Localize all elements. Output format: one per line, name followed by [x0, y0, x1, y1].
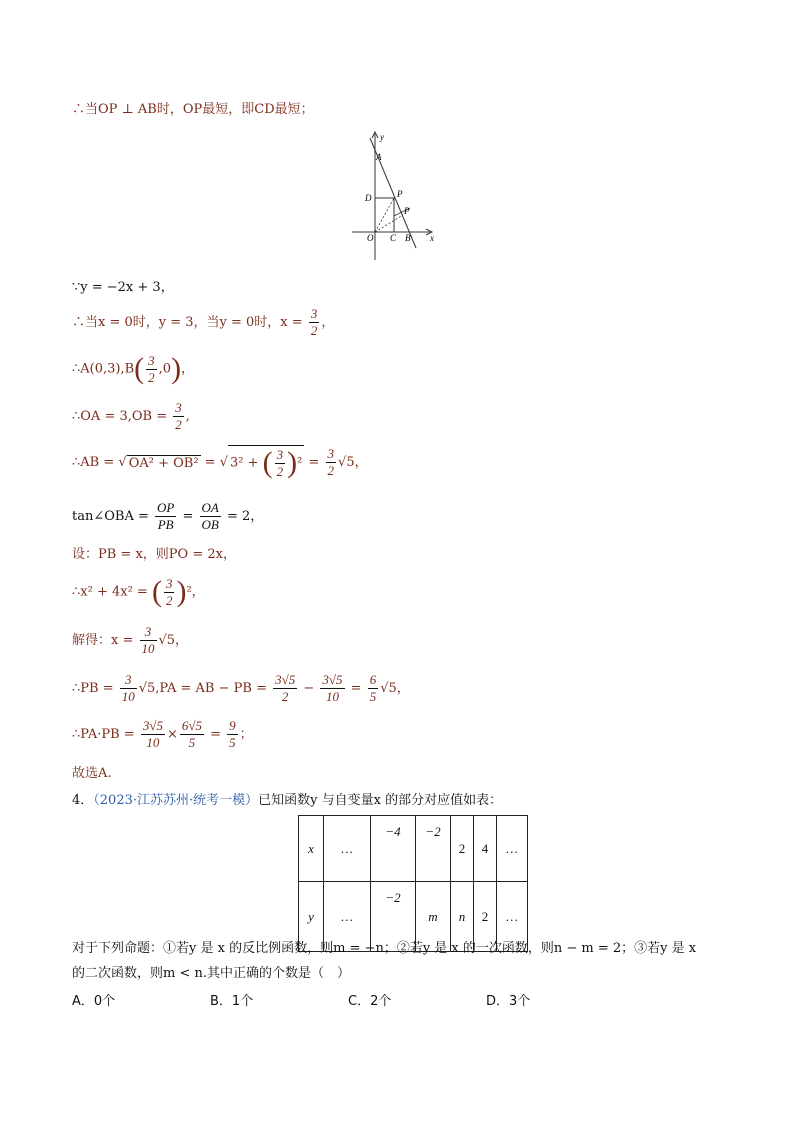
fraction: $\frac{OP}{PB}$ — [157, 500, 175, 532]
table-cell: … — [497, 816, 528, 882]
solution-line-5-text: ∴OA = 3,OB = — [72, 409, 168, 424]
label-A: A — [376, 152, 382, 162]
solution-line-4-text: ∴A(0,3),B — [72, 361, 135, 377]
solution-line-4: ∴A(0,3),B( $\frac{3}{2}$ ,0)， — [72, 352, 195, 385]
table-cell: x — [299, 816, 324, 882]
label-C: C — [390, 233, 397, 243]
fraction: $\frac{3}{2}$ — [148, 352, 155, 385]
solution-line-12-text: ∴PA·PB = — [72, 727, 135, 742]
table-cell: … — [497, 882, 528, 952]
table-cell: n — [451, 882, 474, 952]
question-statements-2: 的二次函数，则m < n.其中正确的个数是（ ） — [72, 966, 350, 981]
solution-line-7: tan∠OBA = $\frac{OP}{PB}$ = $\frac{OA}{OB}$ = 2， — [72, 500, 264, 532]
solution-line-13: 故选A. — [72, 766, 112, 781]
table-cell: −2 — [416, 816, 451, 882]
question-statements-1: 对于下列命题：①若y 是 x 的反比例函数，则m = −n；②若y 是 x 的一次函数，则n − m = 2；③若y 是 x — [72, 941, 697, 956]
question-text: 已知函数y 与自变量x 的部分对应值如表： — [258, 793, 503, 808]
fraction: $\frac{3}{2}$ — [327, 446, 335, 478]
solution-line-11: ∴PB = $\frac{3}{10}$ √5,PA = AB − PB = $\frac{3√5}{2}$ − $\frac{3√5}{10}$ = $\frac{6}{5}$ √5， — [72, 672, 410, 704]
label-B: B — [405, 233, 411, 243]
solution-line-11-text: ∴PB = — [72, 681, 114, 696]
question-4-header — [72, 789, 502, 808]
option-d[interactable]: D．3个 — [486, 994, 531, 1009]
solution-line-8: 设：PB = x，则PO = 2x， — [72, 547, 236, 562]
option-b[interactable]: B．1个 — [210, 994, 254, 1009]
fraction: $\frac{3}{2}$ — [175, 400, 182, 432]
question-number: 4． — [72, 793, 94, 808]
solution-line-1: ∴当OP ⊥ AB时，OP最短，即CD最短； — [72, 102, 314, 117]
solution-line-3: ∴当x = 0时，y = 3，当y = 0时，x = $\frac{3}{2}$ ， — [72, 306, 335, 338]
table-cell: −4 — [371, 816, 416, 882]
table-cell: 2 — [474, 882, 497, 952]
solution-line-9: ∴x² + 4x² = ( $\frac{3}{2}$ )²， — [72, 575, 205, 608]
solution-line-10: 解得：x = $\frac{3}{10}$ √5， — [72, 624, 189, 656]
label-D: D — [365, 193, 372, 203]
label-P2: P — [404, 206, 410, 216]
table-cell: 2 — [451, 816, 474, 882]
coordinate-diagram — [350, 128, 442, 262]
option-a[interactable]: A．0个 — [72, 994, 116, 1009]
option-c[interactable]: C．2个 — [348, 994, 392, 1009]
label-x: x — [430, 233, 434, 243]
value-table — [298, 815, 528, 952]
table-row-x — [299, 816, 528, 882]
solution-line-6-text: ∴AB = — [72, 455, 115, 470]
solution-line-12: ∴PA·PB = $\frac{3√5}{10}$ × $\frac{6√5}{5}$ = $\frac{9}{5}$ ； — [72, 718, 253, 750]
question-source: （2023·江苏苏州·统考一模） — [93, 793, 259, 808]
table-cell: −2 — [371, 882, 416, 952]
table-cell: y — [299, 882, 324, 952]
table-cell: … — [324, 882, 371, 952]
table-cell: m — [416, 882, 451, 952]
solution-line-5: ∴OA = 3,OB = $\frac{3}{2}$ , — [72, 400, 190, 432]
fraction: $\frac{3}{2}$ — [310, 306, 318, 338]
label-P1: P — [397, 189, 403, 199]
solution-line-7-text: tan∠OBA = — [72, 509, 149, 524]
solution-line-6: ∴AB = √ OA² + OB² = √ 3² + ( $\frac{3}{2}$ )² = $\frac{3}{2}$ √5， — [72, 446, 368, 479]
solution-line-9-text: ∴x² + 4x² = — [72, 584, 148, 600]
fraction: $\frac{OA}{OB}$ — [201, 500, 219, 532]
label-y: y — [380, 132, 384, 142]
label-O: O — [367, 233, 374, 243]
solution-line-10-text: 解得：x = — [72, 633, 134, 648]
solution-line-2: ∵y = −2x + 3， — [72, 280, 174, 295]
solution-line-3-text: ∴当x = 0时，y = 3，当y = 0时，x = — [72, 315, 303, 330]
table-cell: 4 — [474, 816, 497, 882]
table-cell: … — [324, 816, 371, 882]
